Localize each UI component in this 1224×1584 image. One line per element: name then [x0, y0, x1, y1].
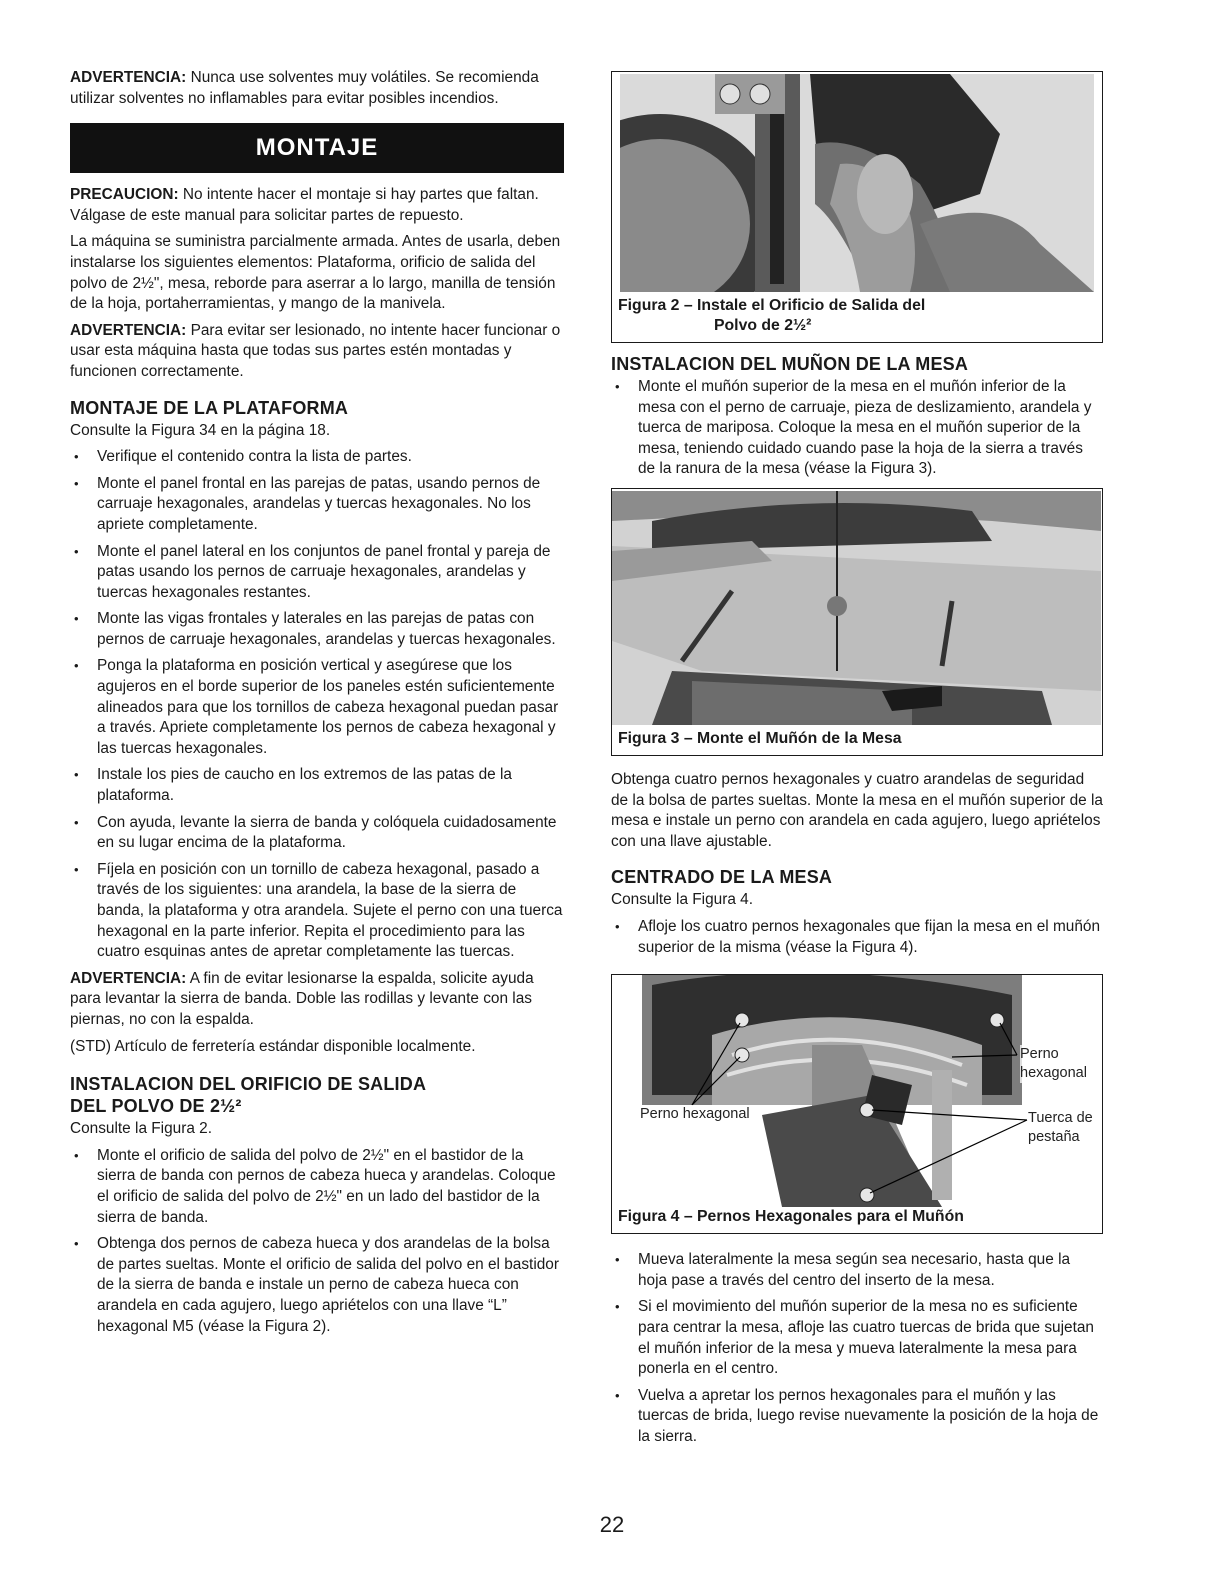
centering-reference: Consulte la Figura 4.	[611, 891, 754, 909]
list-item: • Vuelva a apretar los pernos hexagonales para el muñón y las tuercas de brida, luego revise nuevamente la posición de la hoja de la sierra.	[611, 1386, 1103, 1448]
heading-table-trunnion: INSTALACION DEL MUÑON DE LA MESA	[611, 354, 969, 374]
figure-2	[611, 71, 1103, 343]
list-item: • Instale los pies de caucho en los extremos de las patas de la plataforma.	[70, 765, 564, 806]
list-item: • Monte el muñón superior de la mesa en el muñón inferior de la mesa con el perno de carruaje, pieza de deslizamiento, arandela y tuerca de mariposa. Coloque la mesa en el muñón superior de la mesa, teniendo cuidado cuando pase la hoja de la sierra a través de la ranura de la mesa (véase la Figura 3).	[611, 377, 1103, 480]
dust-reference: Consulte la Figura 2.	[70, 1120, 213, 1138]
warning-text: Nunca use solventes muy volátiles. Se recomienda utilizar solventes no inflamables para evitar posibles incendios.	[70, 69, 539, 107]
label-line: pestaña	[1028, 1129, 1080, 1146]
heading-line: INSTALACION DEL ORIFICIO DE SALIDA	[70, 1074, 427, 1095]
caption-line: Polvo de 2½²	[714, 317, 812, 334]
figure-4	[611, 974, 1103, 1234]
warning-text: Para evitar ser lesionado, no intente hacer funcionar o usar esta máquina hasta que todas sus partes estén montadas y funcionen correctamente.	[70, 321, 561, 380]
warning-volatile-solvents	[70, 68, 564, 109]
left-column	[70, 68, 564, 1343]
section-banner-montaje: MONTAJE	[70, 123, 564, 173]
heading-table-centering: CENTRADO DE LA MESA	[611, 867, 833, 888]
platform-steps-list	[70, 447, 564, 963]
list-item: • Monte las vigas frontales y laterales en las parejas de patas con pernos de carruaje hexagonales, arandelas y tuercas hexagonales.	[70, 609, 564, 650]
heading-dust-port	[70, 1073, 564, 1117]
list-item: • Con ayuda, levante la sierra de banda y colóquela cuidadosamente en su lugar encima de la plataforma.	[70, 813, 564, 854]
std-hardware-note: (STD) Artículo de ferretería estándar disponible localmente.	[70, 1037, 476, 1055]
list-item: • Monte el panel frontal en las parejas de patas, usando pernos de carruaje hexagonales, arandelas y tuercas hexagonales. No los apriete completamente.	[70, 474, 564, 536]
figure-4-caption: Figura 4 – Pernos Hexagonales para el Muñón	[618, 1208, 964, 1226]
caption-line: Figura 2 – Instale el Orificio de Salida del	[618, 297, 926, 314]
figure-3	[611, 488, 1103, 756]
table-trunnion-photo-illustration	[612, 491, 1101, 725]
figure-4-label-hex-bolt-right	[1020, 1045, 1087, 1083]
dust-port-photo-illustration	[620, 74, 1094, 292]
caution-missing-parts	[70, 185, 564, 226]
figure-2-photo	[620, 74, 1094, 292]
warning-label: ADVERTENCIA:	[70, 969, 187, 987]
heading-line: DEL POLVO DE 2½²	[70, 1096, 242, 1117]
warning-injury	[70, 321, 564, 383]
right-column	[611, 71, 1103, 1453]
figure-4-photo	[612, 975, 1102, 1207]
figure-3-photo	[612, 491, 1102, 725]
figure-4-label-hex-bolt-left: Perno hexagonal	[640, 1106, 750, 1123]
after-figure-3-paragraph: Obtenga cuatro pernos hexagonales y cuatro arandelas de seguridad de la bolsa de partes sueltas. Monte la mesa en el muñón superior de la mesa e instale un perno con arandela en cada agujero, luego apriételos con una llave ajustable.	[611, 770, 1103, 850]
list-item: • Fíjela en posición con un tornillo de cabeza hexagonal, pasado a través de los siguientes: una arandela, la base de la sierra de banda, la plataforma y otra arandela. Sujete el perno con una tuerca hexagonal en la parte inferior. Repita el procedimiento para las cuatro esquinas antes de apretar completamente las tuercas.	[70, 860, 564, 963]
list-item: • Obtenga dos pernos de cabeza hueca y dos arandelas de la bolsa de partes sueltas. Monte el orificio de salida del polvo en el bastidor de la sierra de banda e instale un perno de cabeza hueca con arandela en cada agujero, luego apriételos con una llave “L” hexagonal M5 (véase la Figura 2).	[70, 1234, 564, 1337]
list-item: • Afloje los cuatro pernos hexagonales que fijan la mesa en el muñón superior de la misma (véase la Figura 4).	[611, 917, 1103, 958]
figure-3-caption: Figura 3 – Monte el Muñón de la Mesa	[618, 729, 902, 747]
caution-text: No intente hacer el montaje si hay partes que faltan. Válgase de este manual para solicitar partes de repuesto.	[70, 186, 539, 224]
caution-label: PRECAUCION:	[70, 186, 179, 204]
page-number: 22	[599, 1512, 625, 1537]
label-line: hexagonal	[1020, 1065, 1087, 1082]
centering-steps-list	[611, 917, 1103, 958]
list-item: • Verifique el contenido contra la lista de partes.	[70, 447, 564, 468]
warning-back-injury	[70, 969, 564, 1031]
list-item: • Mueva lateralmente la mesa según sea necesario, hasta que la hoja pase a través del centro del inserto de la mesa.	[611, 1250, 1103, 1291]
dust-steps-list	[70, 1146, 564, 1337]
warning-label: ADVERTENCIA:	[70, 321, 187, 339]
label-line: Perno	[1020, 1046, 1059, 1063]
platform-reference: Consulte la Figura 34 en la página 18.	[70, 421, 331, 439]
final-steps-list	[611, 1250, 1103, 1447]
figure-4-label-flange-nut	[1028, 1109, 1093, 1147]
heading-platform-assembly: MONTAJE DE LA PLATAFORMA	[70, 397, 349, 418]
trunnion-steps-list	[611, 377, 1103, 480]
list-item: • Monte el panel lateral en los conjuntos de panel frontal y pareja de patas usando los pernos de carruaje hexagonales, arandelas y tuercas hexagonales restantes.	[70, 542, 564, 604]
figure-2-caption	[612, 292, 1102, 342]
intro-paragraph: La máquina se suministra parcialmente armada. Antes de usarla, deben instalarse los siguientes elementos: Plataforma, orificio de salida del polvo de 2½", mesa, reborde para aserrar a lo largo, manilla de tensión de la hoja, portaherramientas, y mango de la manivela.	[70, 233, 561, 313]
list-item: • Ponga la plataforma en posición vertical y asegúrese que los agujeros en el borde superior de los paneles estén suficientemente alineados para que los tornillos de cabeza hexagonal puedan pasar a través. Apriete completamente los pernos de cabeza hexagonal y las tuercas hexagonales.	[70, 656, 564, 759]
warning-label: ADVERTENCIA:	[70, 69, 187, 86]
list-item: • Monte el orificio de salida del polvo de 2½" en el bastidor de la sierra de banda con pernos de cabeza hueca y arandelas. Coloque el orificio de salida del polvo de 2½" en un lado del bastidor de la sierra de banda.	[70, 1146, 564, 1228]
trunnion-bolts-photo-illustration	[612, 975, 1101, 1207]
warning-text: A fin de evitar lesionarse la espalda, solicite ayuda para levantar la sierra de banda. Doble las rodillas y levante con las piernas, no con la espalda.	[70, 969, 534, 1028]
list-item: • Si el movimiento del muñón superior de la mesa no es suficiente para centrar la mesa, afloje las cuatro tuercas de brida que sujetan el muñón inferior de la mesa y mueva lateralmente la mesa para ponerla en el centro.	[611, 1297, 1103, 1379]
label-line: Tuerca de	[1028, 1110, 1093, 1127]
